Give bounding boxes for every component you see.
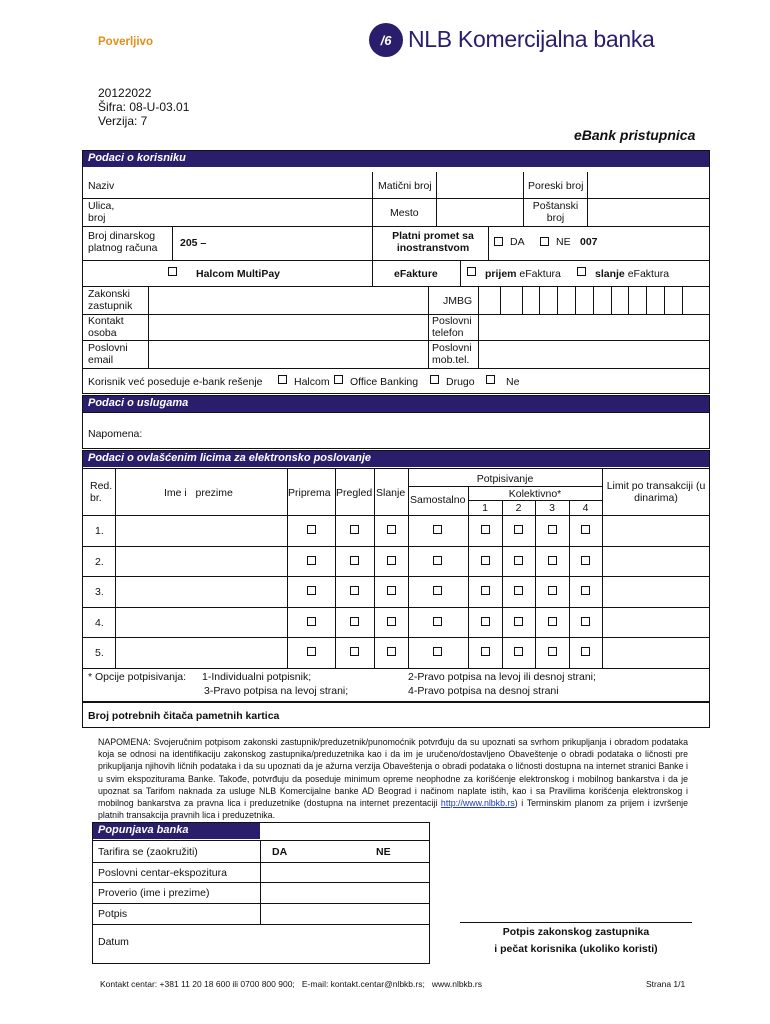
alone-checkbox[interactable] <box>433 586 442 595</box>
existing-other-label: Drugo <box>446 376 475 388</box>
foreign-ne-label: NE <box>556 236 571 248</box>
phone-input[interactable] <box>480 315 708 339</box>
existing-office-checkbox[interactable] <box>334 375 343 384</box>
receive-einvoice-label <box>485 268 561 280</box>
svg-text:/6: /6 <box>380 33 392 48</box>
coll-2-checkbox[interactable] <box>514 647 523 656</box>
footer-page: Strana 1/1 <box>646 979 686 989</box>
postal-input[interactable] <box>588 199 709 225</box>
col-name-header: Ime i prezime <box>164 487 233 499</box>
row-number: 4. <box>95 616 104 629</box>
col-prep-header: Priprema <box>288 487 331 499</box>
row-number: 2. <box>95 555 104 568</box>
prep-checkbox[interactable] <box>307 556 316 565</box>
col-limit-header: Limit po transakciji (u dinarima) <box>606 480 706 504</box>
bank-signature-input[interactable] <box>262 905 428 923</box>
existing-no-label: Ne <box>506 376 520 388</box>
prep-checkbox[interactable] <box>307 525 316 534</box>
code-007: 007 <box>580 236 598 248</box>
confidential-label: Poverljivo <box>98 36 153 48</box>
send-checkbox[interactable] <box>387 586 396 595</box>
coll-2-checkbox[interactable] <box>514 586 523 595</box>
receive-suffix: eFaktura <box>516 268 561 280</box>
coll-2-checkbox[interactable] <box>514 617 523 626</box>
coll-1-checkbox[interactable] <box>481 525 490 534</box>
send-checkbox[interactable] <box>387 647 396 656</box>
bank-logo <box>368 22 658 58</box>
prep-checkbox[interactable] <box>307 647 316 656</box>
existing-halcom-label: Halcom <box>294 376 330 388</box>
legal-rep-input[interactable] <box>150 288 426 313</box>
foreign-payments-label: Platni promet sa inostranstvom <box>392 230 474 254</box>
street-input[interactable] <box>130 199 370 225</box>
review-checkbox[interactable] <box>350 647 359 656</box>
branch-label: Poslovni centar-ekspozitura <box>98 867 227 879</box>
coll-3-checkbox[interactable] <box>548 647 557 656</box>
col-1-header: 1 <box>482 502 488 514</box>
bank-signature-label: Potpis <box>98 908 128 920</box>
date-code: 20122022 <box>98 86 152 100</box>
coll-4-checkbox[interactable] <box>581 525 590 534</box>
jmbg-cells[interactable] <box>478 286 710 314</box>
existing-office-label: Office Banking <box>350 376 419 388</box>
services-note-label: Napomena: <box>88 428 143 440</box>
name-input[interactable] <box>150 172 372 197</box>
postal-label: Poštanski broj <box>532 200 579 224</box>
signing-options-label: * Opcije potpisivanja: <box>88 671 187 683</box>
coll-3-checkbox[interactable] <box>548 617 557 626</box>
receive-word: prijem <box>485 268 517 280</box>
existing-other-checkbox[interactable] <box>430 375 439 384</box>
client-signature-line[interactable] <box>460 922 692 923</box>
col-2-header: 2 <box>515 502 522 514</box>
jmbg-label: JMBG <box>443 295 473 307</box>
account-input[interactable] <box>214 228 370 258</box>
contact-label: Kontakt osoba <box>88 315 124 339</box>
bank-date-label: Datum <box>98 936 129 948</box>
logo-mark-icon <box>368 22 404 58</box>
einvoice-label: eFakture <box>394 268 438 280</box>
limit-input[interactable] <box>604 609 708 636</box>
branch-input[interactable] <box>262 864 428 881</box>
person-name-input[interactable] <box>117 578 285 605</box>
email-label: Poslovni email <box>88 342 128 366</box>
name-label: Naziv <box>88 180 115 192</box>
existing-solution-label: Korisnik već poseduje e-bank rešenje <box>88 376 263 388</box>
alone-checkbox[interactable] <box>433 556 442 565</box>
row-number: 1. <box>95 525 104 537</box>
foreign-da-checkbox[interactable] <box>494 237 503 246</box>
tariff-da[interactable]: DA <box>272 846 288 858</box>
section-services-header: Podaci o uslugama <box>82 395 710 412</box>
col-sign-header: Potpisivanje <box>476 473 534 485</box>
reg-number-label: Matični broj <box>378 180 432 192</box>
tariff-label: Tarifira se (zaokružiti) <box>98 846 198 858</box>
city-label: Mesto <box>390 207 419 219</box>
coll-3-checkbox[interactable] <box>548 586 557 595</box>
tax-number-input[interactable] <box>588 172 709 197</box>
coll-1-checkbox[interactable] <box>481 586 490 595</box>
col-review-header: Pregled <box>336 487 373 499</box>
existing-no-checkbox[interactable] <box>486 375 495 384</box>
bank-website-link[interactable]: http://www.nlbkb.rs <box>440 798 515 809</box>
col-no-header: Red. br. <box>90 480 113 504</box>
privacy-notice <box>98 736 688 821</box>
coll-2-checkbox[interactable] <box>514 556 523 565</box>
checked-by-input[interactable] <box>262 884 428 902</box>
limit-input[interactable] <box>604 517 708 544</box>
review-checkbox[interactable] <box>350 525 359 534</box>
account-label: Broj dinarskog platnog računa <box>88 230 158 254</box>
privacy-notice-end: ) i Terminskim planom za prijem i izvršenje platnih transakcija pravnih lica i preduzetnika. <box>98 798 688 821</box>
cards-label: Broj potrebnih čitača pametnih kartica <box>88 710 280 722</box>
send-checkbox[interactable] <box>387 617 396 626</box>
bank-date-input[interactable] <box>262 926 428 962</box>
mobile-label: Poslovni mob.tel. <box>432 342 472 366</box>
signature-caption-1: Potpis zakonskog zastupnika <box>502 926 650 938</box>
foreign-ne-checkbox[interactable] <box>540 237 549 246</box>
signing-option-4: 4-Pravo potpisa na desnoj strani <box>408 685 559 697</box>
city-input[interactable] <box>437 199 522 225</box>
tariff-ne[interactable]: NE <box>376 846 391 858</box>
existing-halcom-checkbox[interactable] <box>278 375 287 384</box>
reg-number-input[interactable] <box>437 172 523 197</box>
coll-2-checkbox[interactable] <box>514 525 523 534</box>
limit-input[interactable] <box>604 639 708 666</box>
coll-1-checkbox[interactable] <box>481 556 490 565</box>
coll-1-checkbox[interactable] <box>481 647 490 656</box>
send-word: slanje <box>595 268 625 280</box>
section-authorized-header: Podaci o ovlašćenim licima za elektronsko poslovanje <box>82 450 710 467</box>
coll-3-checkbox[interactable] <box>548 525 557 534</box>
person-name-input[interactable] <box>117 517 285 544</box>
coll-4-checkbox[interactable] <box>581 617 590 626</box>
person-name-input[interactable] <box>117 609 285 636</box>
document-code: Šifra: 08-U-03.01 <box>98 100 190 114</box>
receive-einvoice-checkbox[interactable] <box>467 267 476 276</box>
legal-rep-label: Zakonski zastupnik <box>88 288 133 312</box>
checked-by-label: Proverio (ime i prezime) <box>98 887 210 899</box>
coll-1-checkbox[interactable] <box>481 617 490 626</box>
coll-4-checkbox[interactable] <box>581 586 590 595</box>
limit-input[interactable] <box>604 578 708 605</box>
phone-label: Poslovni telefon <box>432 315 472 339</box>
col-collective-header: Kolektivno* <box>508 488 562 500</box>
row-number: 5. <box>95 647 104 660</box>
prep-checkbox[interactable] <box>307 586 316 595</box>
signing-option-1: 1-Individualni potpisnik; <box>202 671 312 683</box>
mobile-input[interactable] <box>480 341 708 367</box>
halcom-multipay-label: Halcom MultiPay <box>196 268 281 280</box>
person-name-input[interactable] <box>117 548 285 575</box>
review-checkbox[interactable] <box>350 617 359 626</box>
section-client-header: Podaci o korisniku <box>82 150 710 167</box>
document-version: Verzija: 7 <box>98 114 148 128</box>
prep-checkbox[interactable] <box>307 617 316 626</box>
alone-checkbox[interactable] <box>433 617 442 626</box>
foreign-da-label: DA <box>510 236 525 248</box>
col-alone-header: Samostalno <box>410 494 466 506</box>
footer-contact: Kontakt centar: +381 11 20 18 600 ili 0700 800 900; E-mail: kontakt.centar@nlbkb.rs; www.nlbkb.rs <box>100 979 482 989</box>
foreign-account-input[interactable] <box>602 228 708 258</box>
send-einvoice-label <box>595 268 669 280</box>
row-number: 3. <box>95 586 104 599</box>
signing-option-3: 3-Pravo potpisa na levoj strani; <box>204 685 349 697</box>
signature-caption-2: i pečat korisnika (ukoliko koristi) <box>494 943 658 955</box>
tax-number-label: Poreski broj <box>528 180 584 192</box>
services-note-input[interactable] <box>148 416 708 446</box>
street-label: Ulica, broj <box>88 200 115 224</box>
account-prefix: 205 – <box>180 237 207 249</box>
review-checkbox[interactable] <box>350 586 359 595</box>
review-checkbox[interactable] <box>350 556 359 565</box>
col-4-header: 4 <box>582 502 589 514</box>
send-checkbox[interactable] <box>387 556 396 565</box>
coll-4-checkbox[interactable] <box>581 556 590 565</box>
person-name-input[interactable] <box>117 639 285 666</box>
form-title: eBank pristupnica <box>574 127 696 143</box>
bank-name: NLB Komercijalna banka <box>408 26 655 52</box>
signing-option-2: 2-Pravo potpisa na levoj ili desnoj strani; <box>408 671 596 683</box>
section-bank-fill-header: Popunjava banka <box>92 822 260 839</box>
col-send-header: Slanje <box>376 487 406 499</box>
send-einvoice-checkbox[interactable] <box>577 267 586 276</box>
limit-input[interactable] <box>604 548 708 575</box>
alone-checkbox[interactable] <box>433 525 442 534</box>
halcom-multipay-checkbox[interactable] <box>168 267 177 276</box>
coll-3-checkbox[interactable] <box>548 556 557 565</box>
contact-input[interactable] <box>150 315 426 339</box>
alone-checkbox[interactable] <box>433 647 442 656</box>
privacy-notice-text: NAPOMENA: Svojeručnim potpisom zakonski zastupnik/preduzetnik/punomoćnik potvrđuju da su upoznati sa svrhom prikupljanja i obradom podataka koja se odnosi na identifikaciju zakonskog zastupnika/preduzetnika kao i da im je uručeno/dostavljeno Obaveštenje o obradi podataka o ličnosti pre prikupljanja njihovih ličnih podataka i da su upoznati da je ažurna verzija Obaveštenja o obradi podataka o ličnosti dostupna na internet stranici Banke i u svim ekspoziturama Banke. Takođe, potvrđuju da poseduje minimum opreme neophodne za korišćenje elektronskog i mobilnog bankarstva i da je upoznat sa Tarifom naknada za usluge NLB Komercijalne banke AD Beograd i načinom naplate istih, kao i sa Pravilima korišćenja elektronskog i mobilnog bankarstva za pravna lica i preduzetnike (dostupna na internet prezentaciji <box>98 737 688 809</box>
col-3-header: 3 <box>549 502 555 514</box>
send-suffix: eFaktura <box>624 268 670 280</box>
coll-4-checkbox[interactable] <box>581 647 590 656</box>
email-input[interactable] <box>150 341 426 367</box>
send-checkbox[interactable] <box>387 525 396 534</box>
